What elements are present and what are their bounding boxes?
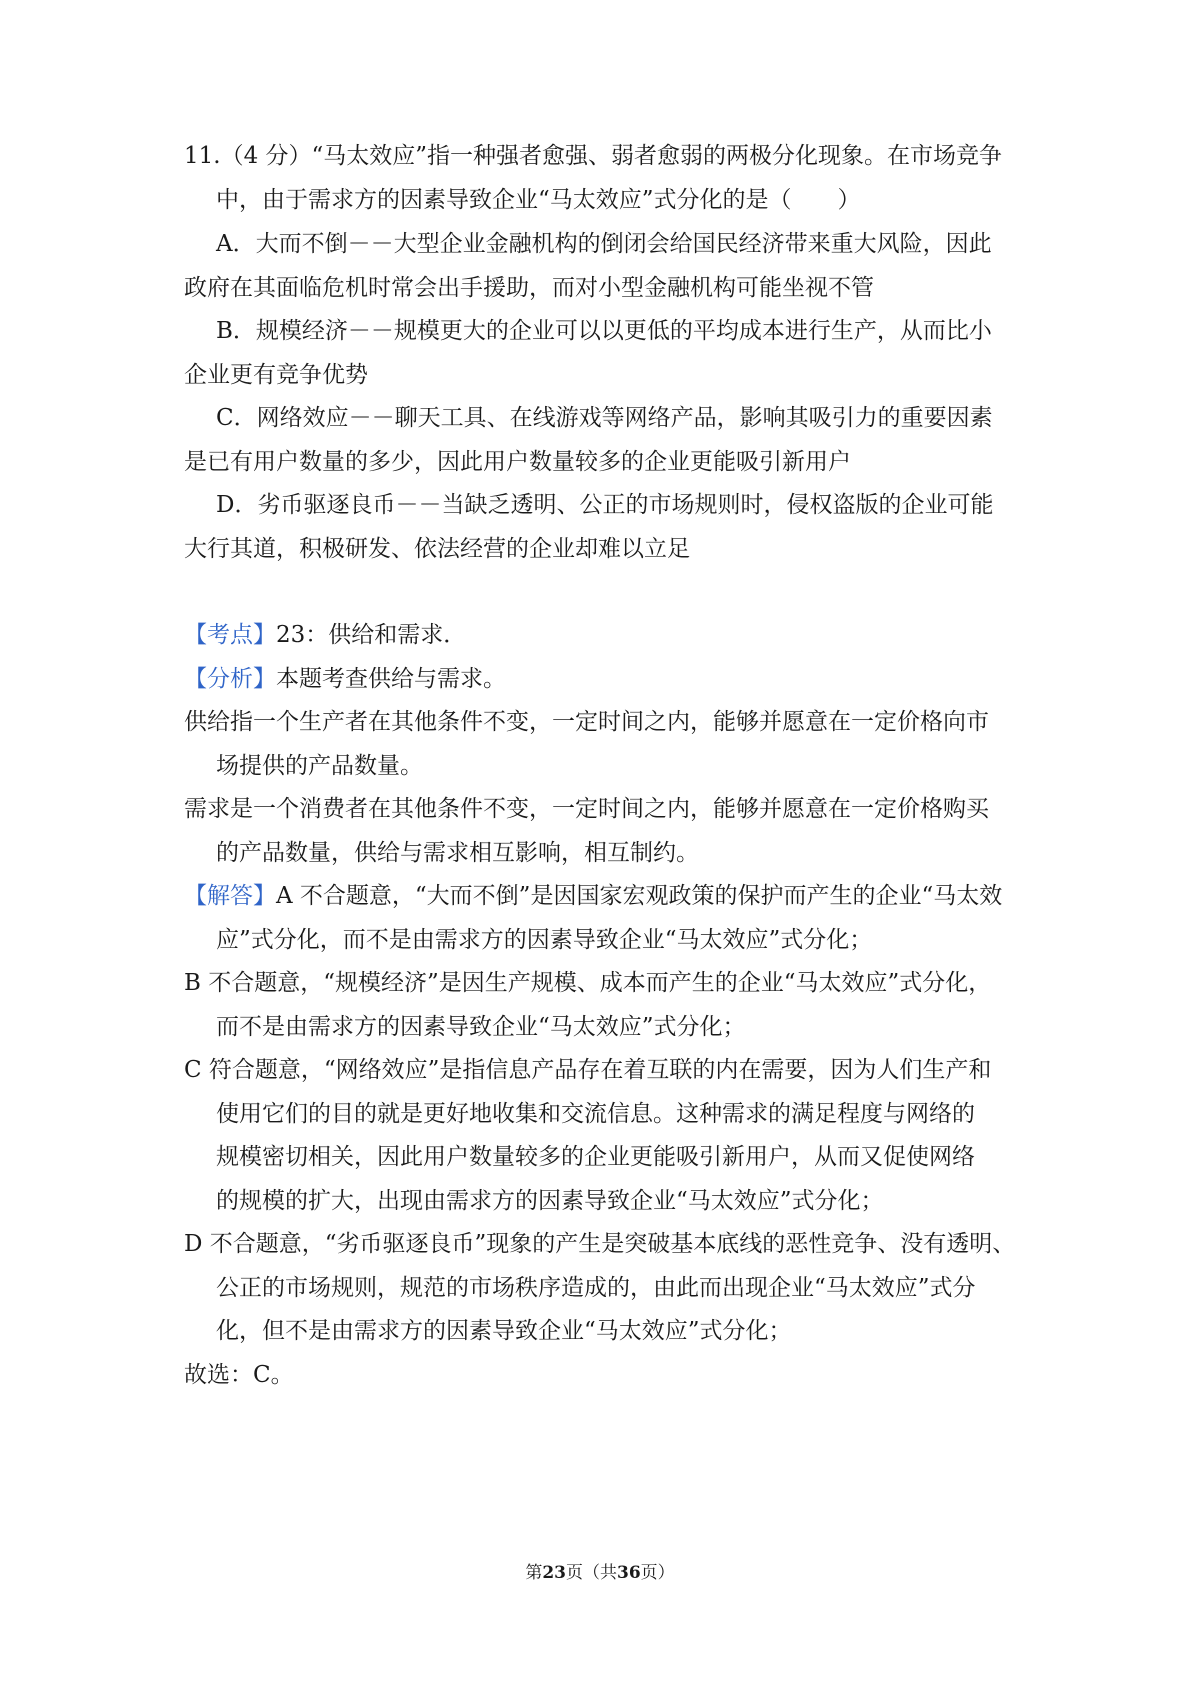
current-page-number: 23	[542, 1563, 566, 1583]
fenxi-label: 【分析】	[184, 666, 276, 692]
jieda-label: 【解答】	[184, 883, 276, 909]
question-stem-line1: 11.（4 分）“马太效应”指一种强者愈强、弱者愈弱的两极分化现象。在市场竞争	[184, 143, 1003, 169]
total-page-number: 36	[617, 1563, 641, 1583]
footer-post: 页）	[640, 1563, 675, 1583]
kaodian-line	[184, 620, 1024, 650]
jieda-a-text: A 不合题意，“大而不倒”是因国家宏观政策的保护而产生的企业“马太效	[276, 883, 1003, 909]
supply-definition-line1: 供给指一个生产者在其他条件不变，一定时间之内，能够并愿意在一定价格向市	[184, 709, 989, 735]
demand-definition-line2: 的产品数量，供给与需求相互影响，相互制约。	[216, 840, 699, 866]
option-b-line2: 企业更有竞争优势	[184, 362, 368, 388]
jieda-d-line1: D 不合题意，“劣币驱逐良币”现象的产生是突破基本底线的恶性竞争、没有透明、	[184, 1231, 1016, 1257]
jieda-b-line1: B 不合题意，“规模经济”是因生产规模、成本而产生的企业“马太效应”式分化，	[184, 970, 992, 996]
jieda-a-line2: 应”式分化，而不是由需求方的因素导致企业“马太效应”式分化；	[216, 927, 873, 953]
question-stem-line2: 中，由于需求方的因素导致企业“马太效应”式分化的是（ ）	[216, 187, 861, 213]
final-answer: 故选：C。	[184, 1362, 294, 1388]
fenxi-line	[184, 664, 1024, 694]
jieda-d-line2: 公正的市场规则，规范的市场秩序造成的，由此而出现企业“马太效应”式分	[216, 1275, 976, 1301]
kaodian-text: 23：供给和需求．	[276, 622, 467, 648]
jieda-d-line3: 化，但不是由需求方的因素导致企业“马太效应”式分化；	[216, 1318, 792, 1344]
jieda-c-line2: 使用它们的目的就是更好地收集和交流信息。这种需求的满足程度与网络的	[216, 1101, 975, 1127]
jieda-line	[184, 881, 1024, 911]
footer-pre: 第	[525, 1563, 543, 1583]
footer-mid: 页（共	[566, 1563, 617, 1583]
option-d-line1: D．劣币驱逐良币－－当缺乏透明、公正的市场规则时，侵权盗版的企业可能	[216, 492, 994, 518]
jieda-c-line4: 的规模的扩大，出现由需求方的因素导致企业“马太效应”式分化；	[216, 1188, 884, 1214]
option-c-line2: 是已有用户数量的多少，因此用户数量较多的企业更能吸引新用户	[184, 449, 851, 475]
jieda-c-line3: 规模密切相关，因此用户数量较多的企业更能吸引新用户，从而又促使网络	[216, 1144, 975, 1170]
option-b-line1: B．规模经济－－规模更大的企业可以以更低的平均成本进行生产，从而比小	[216, 318, 992, 344]
option-c-line1: C．网络效应－－聊天工具、在线游戏等网络产品，影响其吸引力的重要因素	[216, 405, 993, 431]
demand-definition-line1: 需求是一个消费者在其他条件不变，一定时间之内，能够并愿意在一定价格购买	[184, 796, 989, 822]
jieda-b-line2: 而不是由需求方的因素导致企业“马太效应”式分化；	[216, 1014, 746, 1040]
option-d-line2: 大行其道，积极研发、依法经营的企业却难以立足	[184, 536, 690, 562]
fenxi-text: 本题考查供给与需求。	[276, 666, 506, 692]
supply-definition-line2: 场提供的产品数量。	[216, 753, 423, 779]
jieda-c-line1: C 符合题意，“网络效应”是指信息产品存在着互联的内在需要，因为人们生产和	[184, 1057, 992, 1083]
option-a-line1: A．大而不倒－－大型企业金融机构的倒闭会给国民经济带来重大风险，因此	[216, 231, 992, 257]
page-footer	[0, 1562, 1200, 1584]
option-a-line2: 政府在其面临危机时常会出手援助，而对小型金融机构可能坐视不管	[184, 275, 874, 301]
kaodian-label: 【考点】	[184, 622, 276, 648]
